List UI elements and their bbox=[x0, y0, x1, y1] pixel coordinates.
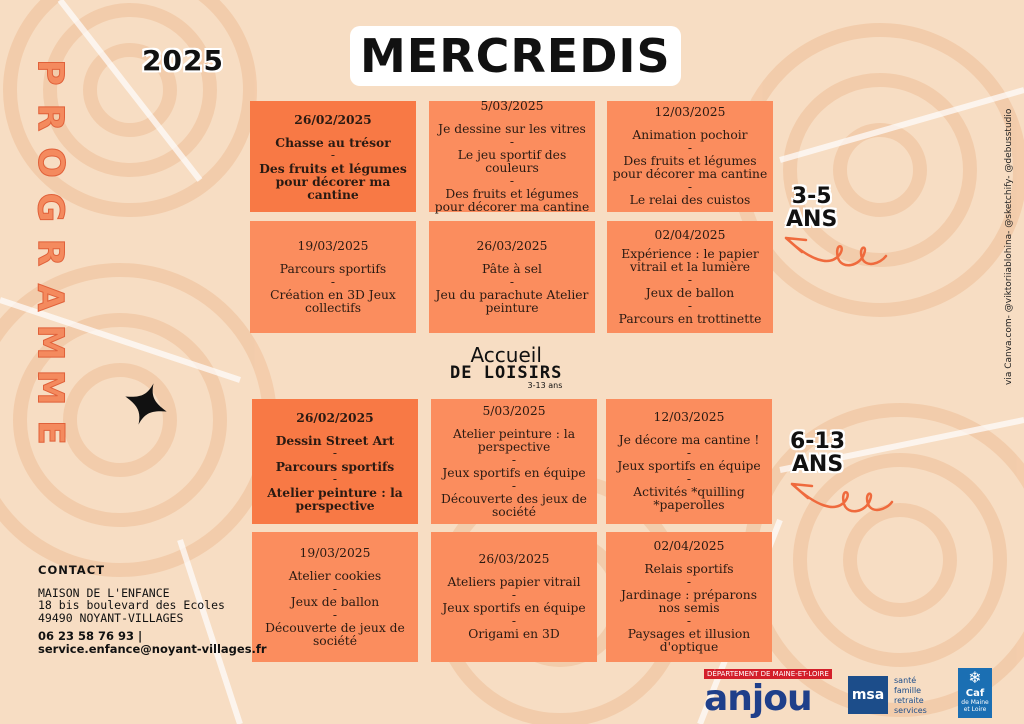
activity: Création en 3D Jeux collectifs bbox=[270, 287, 396, 315]
card-date: 12/03/2025 bbox=[653, 410, 725, 424]
activity: Je dessine sur les vitres bbox=[438, 121, 586, 136]
activity: Chasse au trésor bbox=[275, 134, 391, 150]
activity: Parcours sportifs bbox=[275, 459, 395, 474]
page-title: MERCREDIS bbox=[350, 26, 681, 86]
title-letter: M bbox=[29, 369, 71, 406]
schedule-card: 19/03/2025 Parcours sportifs - Création en 3D Jeux collectifs bbox=[250, 221, 416, 333]
activity: Ateliers papier vitrail bbox=[447, 575, 581, 589]
schedule-card: 19/03/2025 Atelier cookies - Jeux de ballon - Découverte de jeux de société bbox=[252, 532, 418, 662]
schedule-card: 02/04/2025 Expérience : le papier vitrail et la lumière - Jeux de ballon - Parcours en trottinette bbox=[607, 221, 773, 333]
card-date: 19/03/2025 bbox=[299, 545, 371, 560]
image-credit: via Canva.com- @viktoriiablohina- @sketchify- @debusstudio bbox=[1004, 108, 1014, 385]
msa-tagline: santé famille retraite services bbox=[894, 676, 927, 715]
title-letter: G bbox=[29, 192, 71, 223]
year-label: 2025 bbox=[142, 44, 224, 77]
schedule-card: 26/02/2025 Chasse au trésor - Des fruits et légumes pour décorer ma cantine bbox=[250, 101, 416, 212]
contact-phone: 06 23 58 76 93 | bbox=[38, 629, 143, 643]
contact-name: MAISON DE L'ENFANCE bbox=[38, 585, 170, 600]
activity: Jeux sportifs en équipe bbox=[442, 465, 586, 480]
activity: Activités *quilling *paperolles bbox=[633, 485, 745, 512]
card-date: 19/03/2025 bbox=[297, 238, 369, 253]
activity: Pâte à sel bbox=[482, 261, 542, 276]
schedule-card: 12/03/2025 Animation pochoir - Des fruits et légumes pour décorer ma cantine - Le relai des cuistos bbox=[607, 101, 773, 212]
activity: Paysages et illusion d'optique bbox=[627, 627, 751, 654]
activity: Atelier peinture : la perspective bbox=[267, 485, 403, 513]
card-date: 26/02/2025 bbox=[294, 111, 372, 127]
card-date: 5/03/2025 bbox=[480, 98, 544, 113]
age-label-3-5: 3-5 ANS bbox=[786, 184, 838, 232]
age-label-6-13: 6-13 ANS bbox=[790, 429, 846, 477]
activity: Dessin Street Art bbox=[275, 433, 395, 448]
schedule-card: 12/03/2025 Je décore ma cantine ! - Jeux sportifs en équipe - Activités *quilling *paperolles bbox=[606, 399, 772, 524]
contact-heading: CONTACT bbox=[38, 563, 105, 577]
activity: Des fruits et légumes pour décorer ma cantine bbox=[259, 160, 407, 202]
card-date: 26/03/2025 bbox=[476, 238, 548, 253]
title-letter: A bbox=[29, 283, 71, 312]
card-date: 26/03/2025 bbox=[478, 552, 550, 566]
card-date: 02/04/2025 bbox=[654, 227, 726, 242]
title-letter: O bbox=[29, 147, 71, 178]
activity: Animation pochoir bbox=[632, 128, 748, 142]
arrow-icon bbox=[780, 230, 890, 272]
activity: Je décore ma cantine ! bbox=[618, 433, 760, 447]
activity: Expérience : le papier vitrail et la lumière bbox=[621, 246, 759, 274]
activity: Parcours sportifs bbox=[279, 261, 387, 276]
activity: Jeu du parachute Atelier peinture bbox=[435, 287, 589, 315]
schedule-card: 26/03/2025 Ateliers papier vitrail - Jeux sportifs en équipe - Origami en 3D bbox=[431, 532, 597, 662]
activity: Découverte de jeux de société bbox=[265, 620, 405, 648]
activity: Découverte des jeux de société bbox=[441, 491, 587, 519]
activity: Des fruits et légumes pour décorer ma cantine bbox=[612, 154, 768, 181]
contact-address1: 18 bis boulevard des Ecoles bbox=[38, 598, 225, 612]
activity: Jeux de ballon bbox=[290, 594, 380, 609]
activity: Des fruits et légumes pour décorer ma cantine bbox=[434, 186, 590, 214]
accueil-de-loisirs-label: Accueil DE LOISIRS 3-13 ans bbox=[450, 343, 563, 390]
contact-block bbox=[38, 564, 267, 655]
activity: Relais sportifs bbox=[644, 562, 734, 576]
contact-email[interactable]: service.enfance@noyant-villages.fr bbox=[38, 641, 267, 656]
anjou-department-tag: DÉPARTEMENT DE MAINE-ET-LOIRE bbox=[704, 669, 832, 679]
activity: Atelier peinture : la perspective bbox=[452, 426, 576, 454]
card-date: 02/04/2025 bbox=[653, 539, 725, 553]
activity: Jardinage : préparons nos semis bbox=[620, 588, 758, 615]
card-date: 12/03/2025 bbox=[654, 105, 726, 119]
activity: Le relai des cuistos bbox=[629, 193, 751, 207]
schedule-card: 5/03/2025 Atelier peinture : la perspective - Jeux sportifs en équipe - Découverte des jeux de société bbox=[431, 399, 597, 524]
activity: Jeux de ballon bbox=[645, 285, 735, 300]
activity: Jeux sportifs en équipe bbox=[442, 601, 586, 615]
activity: Jeux sportifs en équipe bbox=[617, 459, 761, 473]
activity: Origami en 3D bbox=[468, 627, 560, 641]
schedule-card: 26/03/2025 Pâte à sel - Jeu du parachute Atelier peinture bbox=[429, 221, 595, 333]
star-icon bbox=[120, 378, 172, 430]
schedule-card: 26/02/2025 Dessin Street Art - Parcours sportifs - Atelier peinture : la perspective bbox=[252, 399, 418, 524]
anjou-logo: anjou bbox=[704, 678, 812, 719]
caf-logo: ❄ Caf de Maine et Loire bbox=[958, 668, 992, 718]
activity: Parcours en trottinette bbox=[618, 311, 762, 326]
contact-address2: 49490 NOYANT-VILLAGES bbox=[38, 610, 184, 625]
msa-logo: msa bbox=[848, 676, 888, 714]
card-date: 5/03/2025 bbox=[482, 403, 546, 418]
snowflake-icon: ❄ bbox=[968, 668, 982, 687]
title-letter: E bbox=[29, 420, 71, 445]
arrow-icon bbox=[786, 476, 896, 518]
activity: Le jeu sportif des couleurs bbox=[457, 147, 567, 175]
card-date: 26/02/2025 bbox=[296, 410, 374, 425]
programme-vertical-title bbox=[30, 52, 70, 453]
title-letter: M bbox=[29, 324, 71, 361]
schedule-card: 5/03/2025 Je dessine sur les vitres - Le jeu sportif des couleurs - Des fruits et légumes pour décorer ma cantine bbox=[429, 101, 595, 212]
activity: Atelier cookies bbox=[288, 568, 382, 583]
schedule-card: 02/04/2025 Relais sportifs - Jardinage : préparons nos semis - Paysages et illusion d'optique bbox=[606, 532, 772, 662]
title-letter: P bbox=[29, 59, 71, 86]
title-letter: R bbox=[29, 103, 71, 132]
title-letter: R bbox=[29, 238, 71, 267]
